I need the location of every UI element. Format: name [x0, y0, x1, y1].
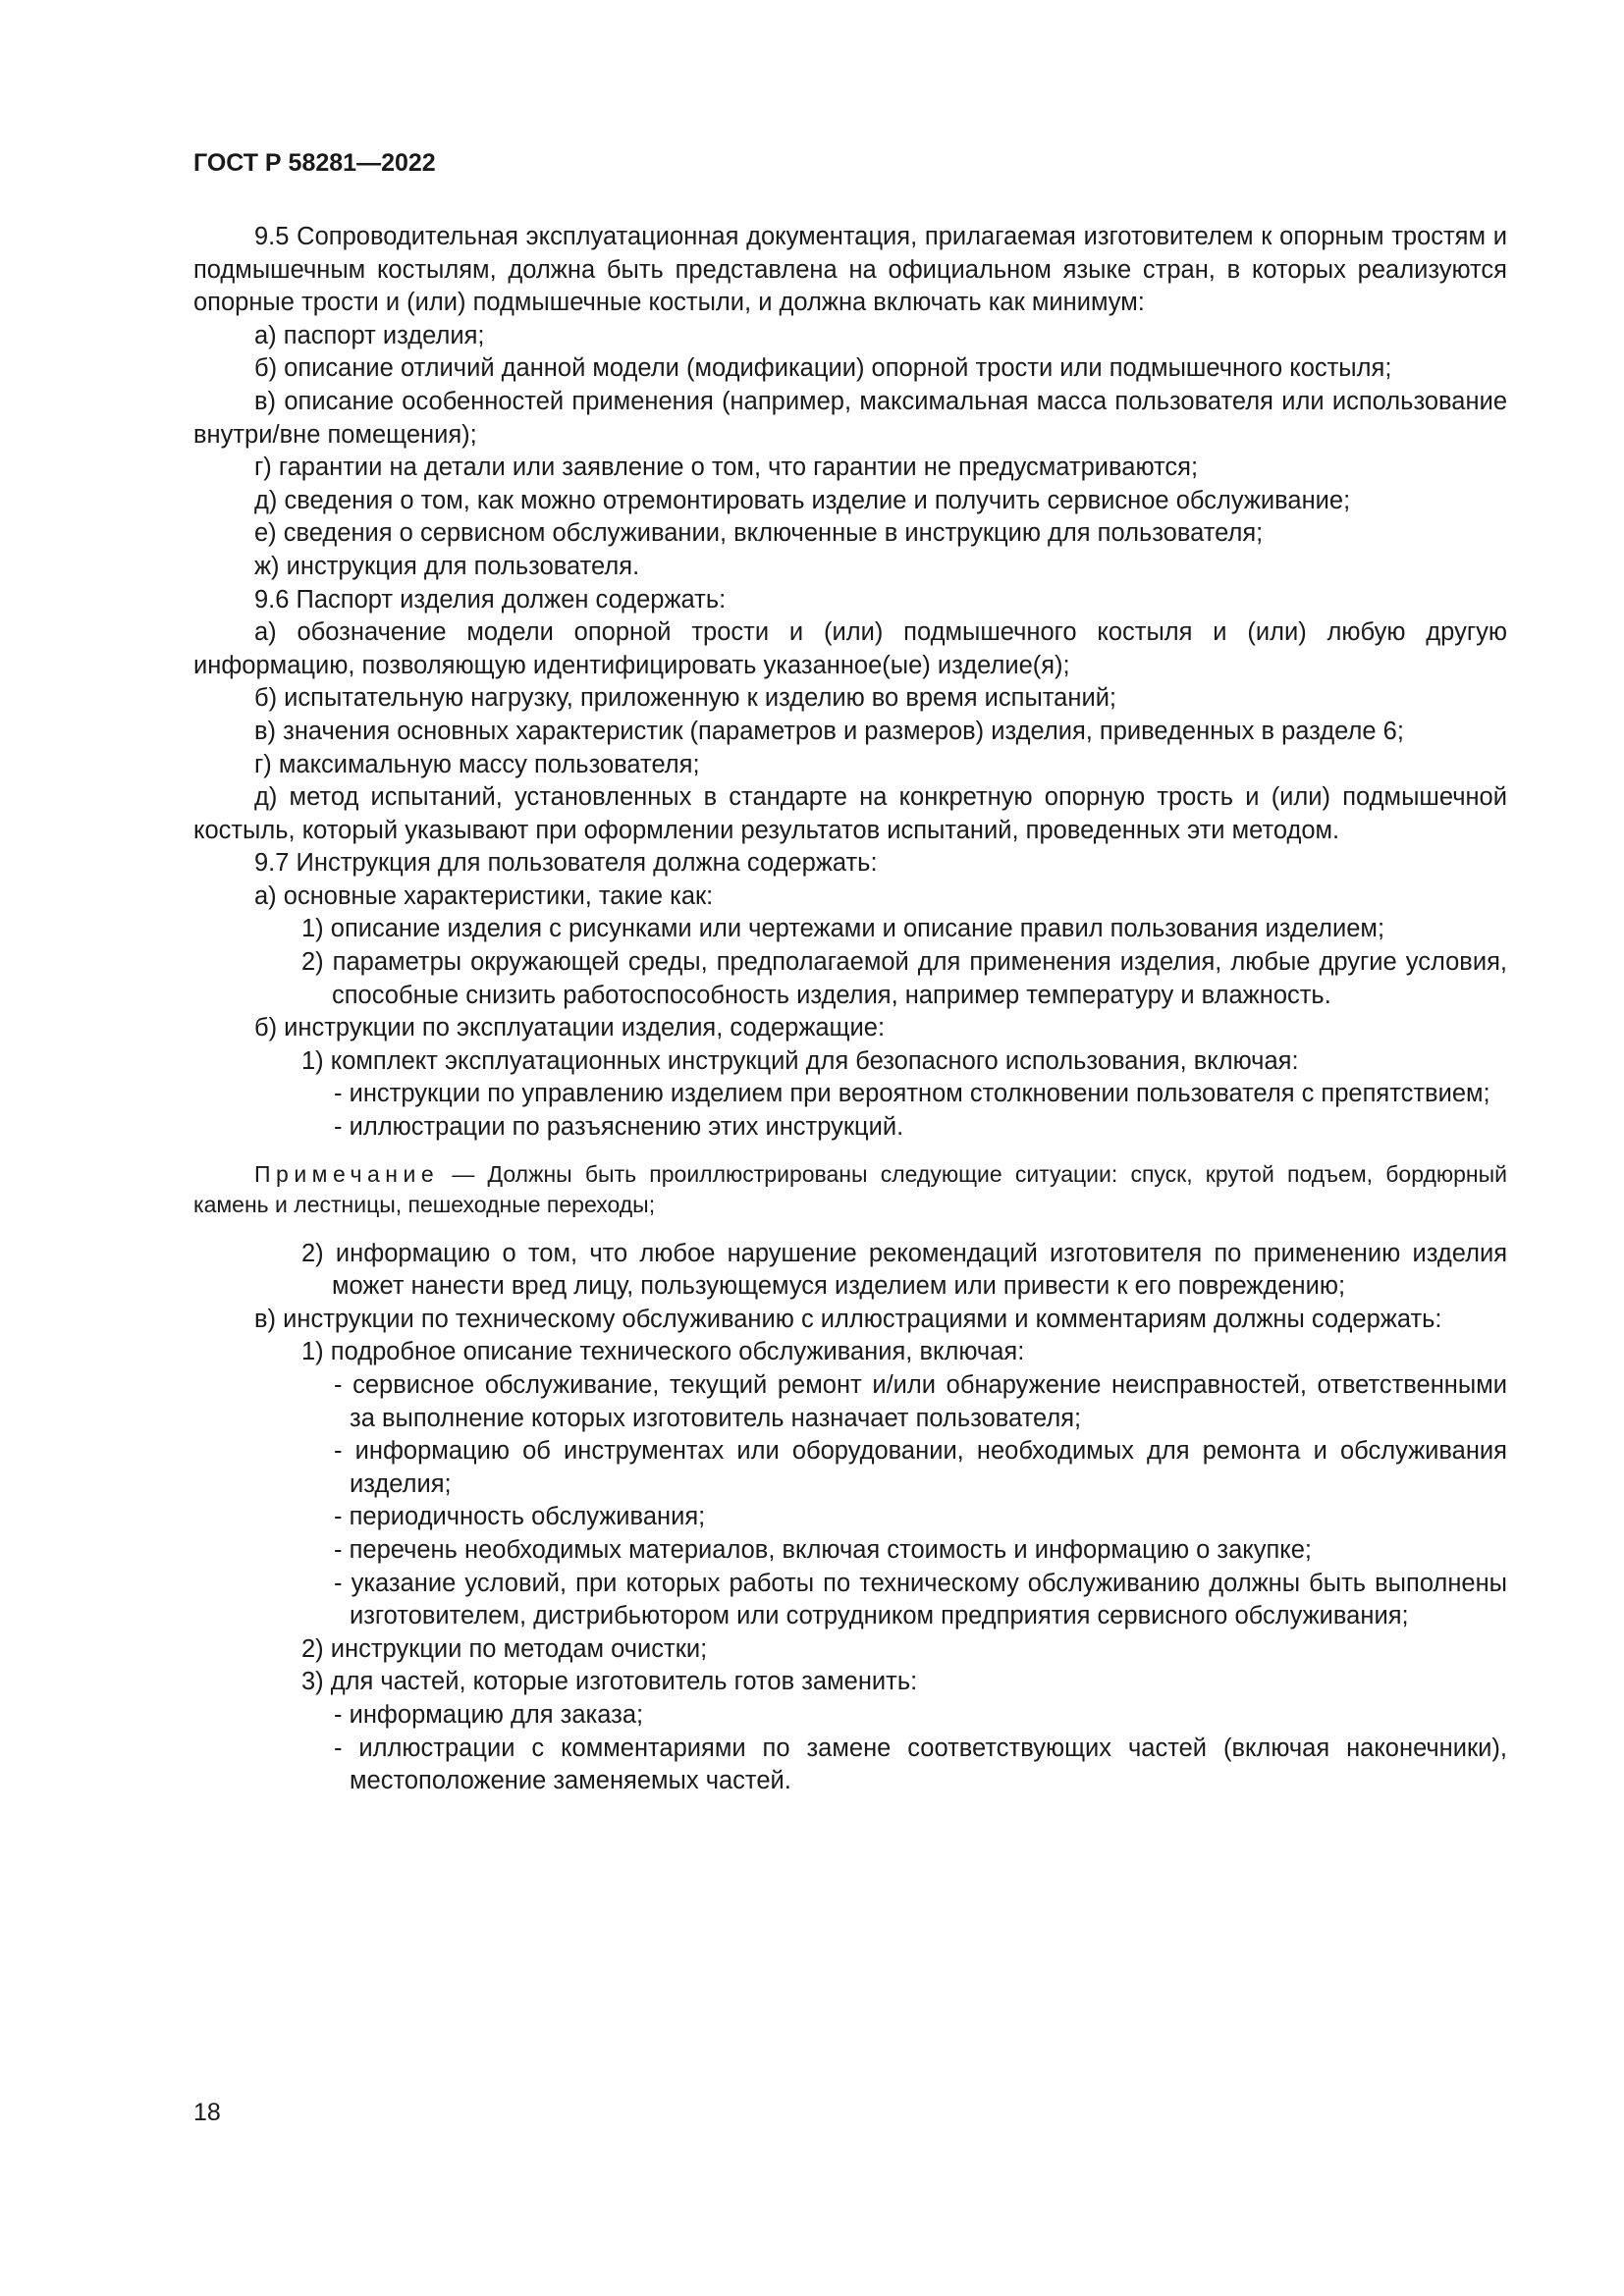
list-item: - информацию об инструментах или оборудовании, необходимых для ремонта и обслуживания изделия;	[334, 1437, 1507, 1498]
clause-9-6-g: г) максимальную массу пользователя;	[254, 750, 700, 778]
clause-9-5-g: г) гарантии на детали или заявление о том, что гарантии не предусматриваются;	[254, 454, 1199, 482]
standard-header: ГОСТ Р 58281—2022	[193, 149, 436, 177]
clause-9-6: 9.6 Паспорт изделия должен содержать:	[254, 585, 727, 614]
clause-9-7-b-1: 1) комплект эксплуатационных инструкций для безопасного использования, включая:	[301, 1046, 1299, 1075]
list-item: - сервисное обслуживание, текущий ремонт и/или обнаружение неисправностей, ответственными за выполнение которых изготовитель назначает пользователя;	[334, 1371, 1507, 1432]
clause-9-7-a: а) основные характеристики, такие как:	[254, 881, 714, 910]
clause-9-6-b: б) испытательную нагрузку, приложенную к изделию во время испытаний;	[254, 684, 1117, 713]
list-item: - указание условий, при которых работы по техническому обслуживанию должны быть выполнены изготовителем, дистрибьютором или сотрудником предприятия сервисного обслуживания;	[334, 1569, 1507, 1630]
note	[193, 1159, 1507, 1220]
clause-9-6-a: а) обозначение модели опорной трости и (или) подмышечного костыля и (или) любую другую информацию, позволяющую идентифицировать указанное(ые) изделие(я);	[193, 618, 1507, 679]
note-label: Примечание	[254, 1160, 440, 1187]
clause-9-7-a-1: 1) описание изделия с рисунками или чертежами и описание правил пользования изделием;	[301, 915, 1385, 943]
list-item: - иллюстрации с комментариями по замене соответствующих частей (включая наконечники), местоположение заменяемых частей.	[334, 1734, 1507, 1795]
list-item: - иллюстрации по разъяснению этих инструкций.	[334, 1113, 904, 1142]
document-body	[193, 221, 1507, 1798]
list-item: - периодичность обслуживания;	[334, 1503, 706, 1531]
list-item: - инструкции по управлению изделием при вероятном столкновении пользователя с препятствием;	[334, 1080, 1490, 1108]
clause-9-7-b: б) инструкции по эксплуатации изделия, содержащие:	[254, 1014, 886, 1042]
note-text: — Должны быть проиллюстрированы следующие ситуации: спуск, крутой подъем, бордюрный камень и лестницы, пешеходные переходы;	[193, 1160, 1507, 1217]
clause-9-5-e: е) сведения о сервисном обслуживании, включенные в инструкцию для пользователя;	[254, 519, 1264, 548]
clause-9-6-d: д) метод испытаний, установленных в стандарте на конкретную опорную трость и (или) подмышечной костыль, который указывают при оформлении результатов испытаний, проведенных эти методом.	[193, 783, 1507, 844]
clause-9-5-b: б) описание отличий данной модели (модификации) опорной трости или подмышечного костыля;	[254, 354, 1392, 383]
clause-9-7-v-1: 1) подробное описание технического обслуживания, включая:	[301, 1338, 1025, 1366]
clause-9-5: 9.5 Сопроводительная эксплуатационная документация, прилагаемая изготовителем к опорным тростям и подмышечным костылям, должна быть представлена на официальном языке стран, в которых реализуются опорные трости и (или) подмышечные костыли, и должна включать как минимум:	[193, 223, 1507, 317]
list-item: - информацию для заказа;	[334, 1700, 644, 1729]
list-item: - перечень необходимых материалов, включая стоимость и информацию о закупке;	[334, 1535, 1313, 1564]
clause-9-7-v-2: 2) инструкции по методам очистки;	[301, 1634, 708, 1663]
clause-9-7-v: в) инструкции по техническому обслуживанию с иллюстрациями и комментариям должны содержать:	[254, 1305, 1442, 1333]
clause-9-7: 9.7 Инструкция для пользователя должна содержать:	[254, 849, 878, 878]
clause-9-7-a-2: 2) параметры окружающей среды, предполагаемой для применения изделия, любые другие условия, способные снизить работоспособность изделия, например температуру и влажность.	[301, 948, 1507, 1009]
clause-9-5-zh: ж) инструкция для пользователя.	[254, 552, 640, 580]
clause-9-7-v-3: 3) для частей, которые изготовитель готов заменить:	[301, 1668, 918, 1696]
clause-9-5-d: д) сведения о том, как можно отремонтировать изделие и получить сервисное обслуживание;	[254, 486, 1351, 514]
clause-9-5-v: в) описание особенностей применения (например, максимальная масса пользователя или использование внутри/вне помещения);	[193, 387, 1507, 449]
clause-9-6-v: в) значения основных характеристик (параметров и размеров) изделия, приведенных в разделе 6;	[254, 717, 1404, 745]
clause-9-5-a: а) паспорт изделия;	[254, 321, 485, 349]
page-number: 18	[193, 2099, 221, 2126]
clause-9-7-b-2: 2) информацию о том, что любое нарушение рекомендаций изготовителя по применению изделия может нанести вред лицу, пользующемуся изделием или привести к его повреждению;	[301, 1239, 1507, 1301]
